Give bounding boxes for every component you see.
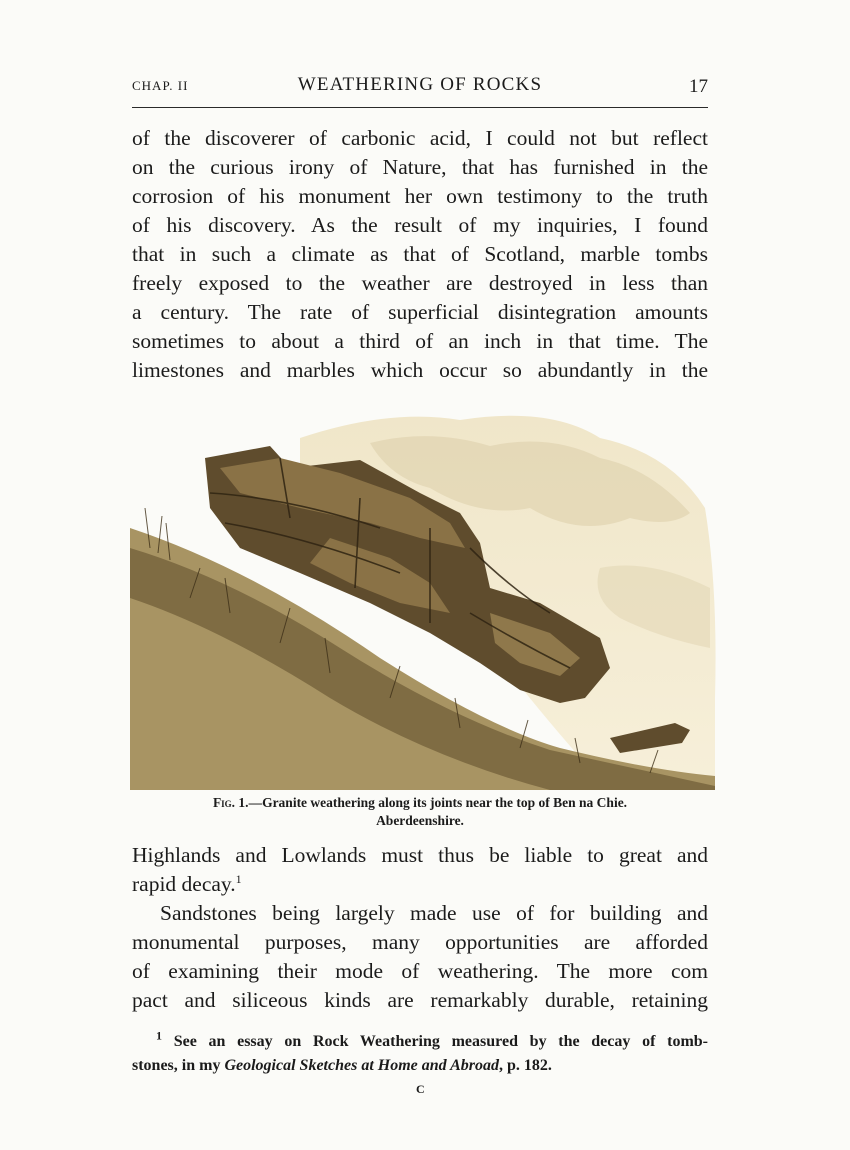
text-line: monumental purposes, many opportunities are afforded [132,930,708,954]
page-number: 17 [689,76,708,97]
running-head [132,72,708,100]
paragraph-2 [132,841,708,1015]
text-line: of the discoverer of carbonic acid, I could not but reflect [132,126,708,150]
footnote [132,1030,708,1078]
footnote-mark: 1 [156,1028,162,1043]
text-line: a century. The rate of superficial disintegration amounts [132,300,708,324]
caption-label: Fig. 1. [212,795,249,810]
text-line: of examining their mode of weathering. The more com [132,959,708,983]
page-title: WEATHERING OF ROCKS [297,74,543,95]
signature-mark: C [416,1082,425,1096]
text-line: Highlands and Lowlands must thus be liable to great and [132,843,708,867]
paragraph-1 [132,124,708,385]
text-line: of his discovery. As the result of my inquiries, I found [132,213,708,237]
caption-text: Aberdeenshire. [376,813,464,828]
book-title: Geological Sketches at Home and Abroad [224,1057,499,1074]
footnote-text: stones, in my [132,1057,225,1074]
footnote-line [132,1030,708,1054]
text-line: freely exposed to the weather are destroyed in less than [132,271,708,295]
header-rule [132,107,708,108]
text-fragment: rapid decay. [132,872,236,896]
chapter-label: CHAP. II [132,78,189,93]
text-line [132,870,708,899]
text-line: corrosion of his monument her own testimony to the truth [132,184,708,208]
footnote-mark: 1 [235,871,242,886]
text-line: pact and siliceous kinds are remarkably durable, retaining [132,988,708,1012]
caption-text: —Granite weathering along its joints near the top of Ben na Chie. [248,795,628,810]
figure-caption [132,794,708,830]
footnote-line [132,1054,708,1078]
text-line: on the curious irony of Nature, that has furnished in the [132,155,708,179]
granite-engraving [130,398,720,790]
text-line: limestones and marbles which occur so abundantly in the [132,358,708,382]
text-line: sometimes to about a third of an inch in that time. The [132,329,708,353]
text-line: that in such a climate as that of Scotland, marble tombs [132,242,708,266]
text-line: Sandstones being largely made use of for building and [160,901,708,925]
footnote-text: , p. 182. [498,1057,552,1074]
footnote-text: See an essay on Rock Weathering measured by the decay of tomb- [173,1033,708,1050]
